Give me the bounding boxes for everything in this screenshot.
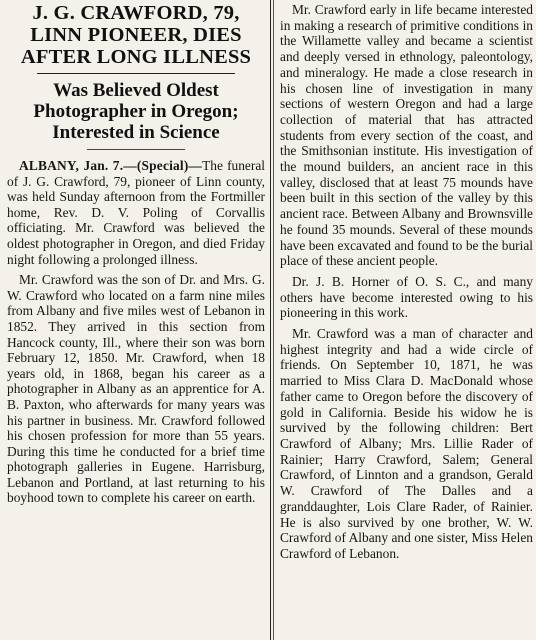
right-column bbox=[275, 0, 536, 640]
article-paragraph-4: Dr. J. B. Horner of O. S. C., and many others have become interested owing to his pioneering in this work. bbox=[280, 273, 533, 321]
column-divider bbox=[270, 0, 274, 640]
article-paragraph-2: Mr. Crawford was the son of Dr. and Mrs. G. W. Crawford who located on a farm nine miles from Albany and five miles west of Lebanon in 1852. They arrived in this section from Hancock county, Ill., where their son was born February 12, 1850. Mr. Crawford, when 18 years old, in 1868, began his career as a photographer in Albany as an apprentice for A. B. Paxton, who afterwards for many years was his partner in business. Mr. Crawford followed his chosen profession for more than 55 years. During this time he conducted for a brief time photograph galleries in Eugene. Harrisburg, Lebanon and Portland, at last returning to his boyhood town to complete his career on earth. bbox=[7, 272, 265, 506]
headline: J. G. CRAWFORD, 79, LINN PIONEER, DIES AFTER LONG ILLNESS bbox=[20, 2, 252, 68]
article-paragraph-1 bbox=[7, 158, 265, 267]
subheadline: Was Believed Oldest Photographer in Oregon; Interested in Science bbox=[33, 80, 239, 143]
article-paragraph-3: Mr. Crawford early in life became interested in making a research of primitive conditions in the Willamette valley and became a scientist and deeply versed in ethnology, paleontology, and mineralogy. He made a close research in his chosen line of investigation in many sections of western Oregon and had a large collection of material that has attracted students from every section of the coast, and the Smithsonian institute. His investigation of the mound builders, an ancient race in this valley, disclosed that at least 75 mounds have been built in this section of the valley by this ancient race. Between Albany and Brownsville he found 35 mounds. Several of these mounds have been excavated and found to be the burial place of these ancient people. bbox=[280, 2, 533, 269]
paragraph-1-text: The funeral of J. G. Crawford, 79, pioneer of Linn county, was held Sunday afternoon from the Fortmiller home, Rev. D. V. Poling of Corvallis officiating. Mr. Crawford was believed the oldest photographer in Oregon, and died Friday night following a prolonged illness. bbox=[7, 158, 265, 267]
subheadline-rule bbox=[87, 149, 185, 150]
headline-rule bbox=[37, 73, 235, 74]
article-paragraph-5: Mr. Crawford was a man of character and highest integrity and had a wide circle of friends. On September 10, 1871, he was married to Miss Clara D. MacDonald whose father came to Oregon before the discovery of gold in California. Beside his widow he is survived by the following children: Bert Crawford of Albany; Mrs. Lillie Rader of Rainier; Harry Crawford, Salem; General Crawford, of Linnton and a grandson, Gerald W. Crawford of The Dalles and a granddaughter, Lois Clare Rader, of Rainier. He is also survived by one brother, W. W. Crawford of Albany and one sister, Miss Helen Crawford of Lebanon. bbox=[280, 326, 533, 561]
dateline: ALBANY, Jan. 7.—(Special)— bbox=[19, 158, 203, 173]
